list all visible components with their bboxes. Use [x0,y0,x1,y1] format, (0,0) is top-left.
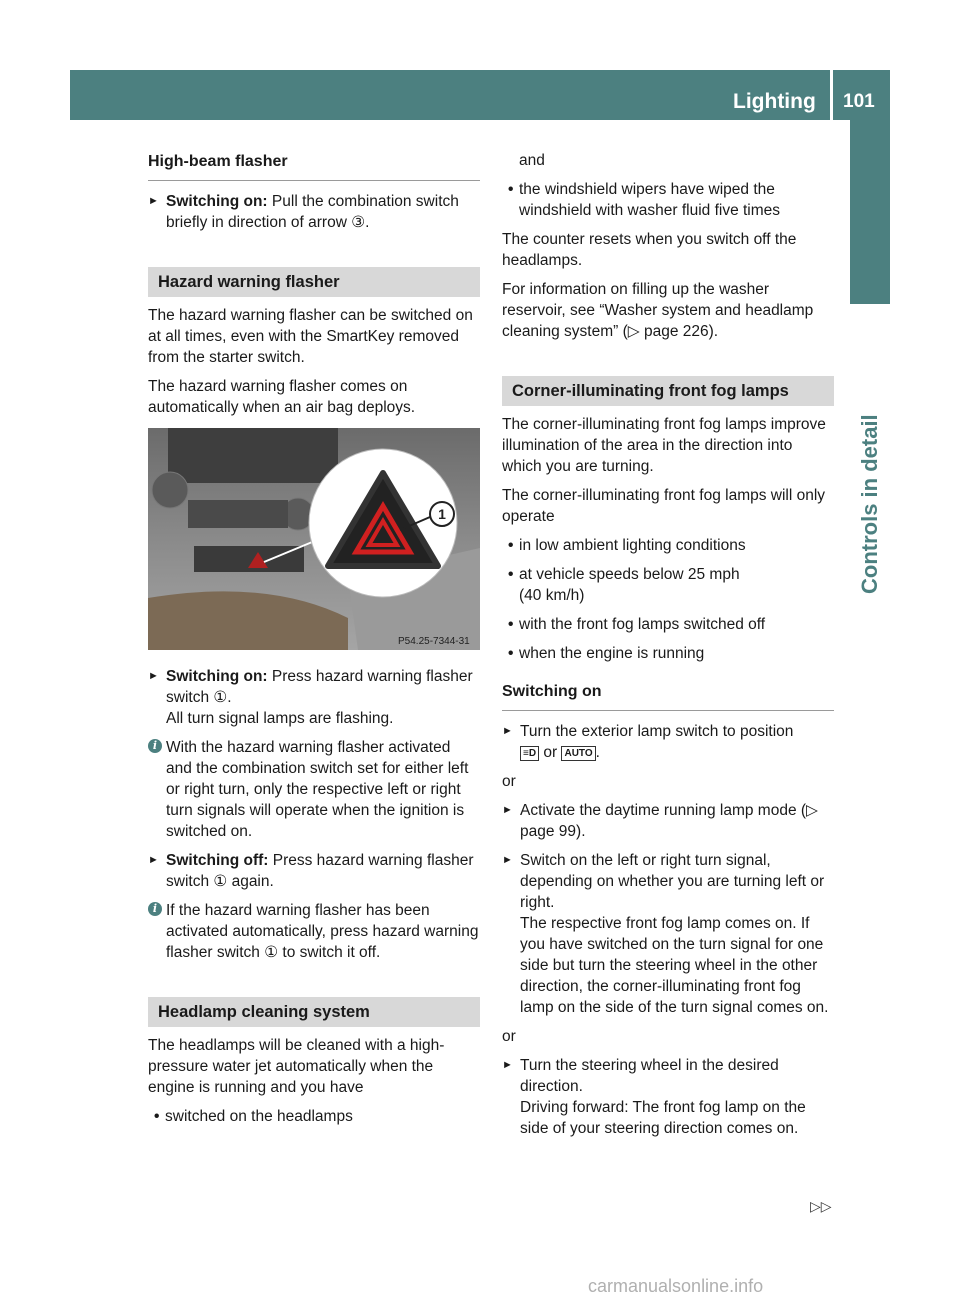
side-tab [856,304,884,704]
left-column [148,150,480,1135]
instruction-step: ► Activate the daytime running lamp mode (▷ page 99). [502,802,818,840]
paragraph: The hazard warning flasher can be switched on at all times, even with the SmartKey removed from the starter switch. [148,307,473,366]
photo-callout: 1 [438,506,446,522]
hazard-switch-photo [148,428,480,650]
bullet-item: • at vehicle speeds below 25 mph (40 km/h) [508,566,740,604]
info-note [148,900,480,963]
info-icon: i [148,902,162,916]
side-tab-block [850,120,890,304]
section-hazard-warning-flasher: Hazard warning flasher [148,267,480,297]
paragraph: The corner-illuminating front fog lamps improve illumination of the area in the direction into which you are turning. [502,416,826,475]
paragraph: The counter resets when you switch off the headlamps. [502,231,797,269]
paragraph: The hazard warning flasher comes on automatically when an air bag deploys. [148,378,416,416]
info-note [148,737,480,842]
bullet-marker: • [154,1108,160,1125]
section-corner-fog-lamps: Corner-illuminating front fog lamps [502,376,834,406]
heading-high-beam-flasher: High-beam flasher [148,150,480,181]
paragraph-page-reference: For information on filling up the washer reservoir, see “Washer system and headlamp cleaning system” (▷ page 226). [502,281,814,340]
paragraph: The corner-illuminating front fog lamps will only operate [502,487,826,525]
continue-arrows-icon: ▷▷ [810,1198,832,1214]
header-section-title: Lighting [733,90,816,113]
step-text: Pull the combination switch briefly in direction of arrow ③. [166,193,459,231]
right-column [502,150,834,1147]
bullet-marker: • [508,616,514,633]
step-text: Press hazard warning flasher switch ① again. [166,852,474,890]
bullet-marker: • [508,566,514,583]
header-separator [830,70,833,120]
info-icon: i [148,739,162,753]
instruction-step [148,191,480,233]
bullet-item: • switched on the headlamps [154,1108,353,1125]
instruction-step: ► Switch on the left or right turn signal, depending on whether you are turning left or right. The respective front fog lamp comes on. If you have switched on the turn signal for one side but turn the steering wheel in the other direction, the corner-illuminating front fog lamp on the side of the turn signal comes on. [502,852,829,1016]
bullet-item: • with the front fog lamps switched off [508,616,766,633]
bullet-item: • the windshield wipers have wiped the windshield with washer fluid five times [508,181,781,219]
heading-switching-on: Switching on [502,680,834,711]
low-beam-symbol-icon: ≡D [520,746,539,761]
bullet-marker: • [508,645,514,662]
paragraph: and [519,152,545,169]
step-arrow-icon: ► [148,670,159,682]
step-label: Switching on: [166,668,268,685]
footer-watermark: carmanualsonline.info [588,1276,764,1296]
instruction-step: ► Turn the exterior lamp switch to position ≡D or AUTO . [502,723,794,761]
instruction-step [148,666,480,729]
step-arrow-icon: ► [502,854,513,866]
bullet-marker: • [508,181,514,198]
instruction-step: ► Turn the steering wheel in the desired direction. Driving forward: The front fog lamp on the side of your steering direction comes on. [502,1057,806,1137]
info-text: If the hazard warning flasher has been activated automatically, press hazard warning flasher switch ① to switch it off. [166,902,479,961]
section-headlamp-cleaning: Headlamp cleaning system [148,997,480,1027]
auto-symbol-icon: AUTO [561,746,595,761]
step-arrow-icon: ► [502,1059,513,1071]
step-label: Switching off: [166,852,269,869]
bullet-marker: • [508,537,514,554]
info-text: With the hazard warning flasher activated and the combination switch set for either left or right turn, only the respective left or right turn signals will operate when the ignition is switched on. [166,739,469,840]
side-tab-label: Controls in detail [857,414,882,594]
step-result: All turn signal lamps are flashing. [166,710,394,727]
paragraph: or [502,773,516,790]
page-number: 101 [843,91,875,112]
step-arrow-icon: ► [148,195,159,207]
step-text: Press hazard warning flasher switch ①. [166,668,473,706]
paragraph: or [502,1028,516,1045]
step-arrow-icon: ► [502,725,513,737]
step-arrow-icon: ► [148,854,159,866]
step-arrow-icon: ► [502,804,513,816]
bullet-item: • when the engine is running [508,645,705,662]
instruction-step [148,850,480,892]
step-label: Switching on: [166,193,268,210]
photo-code: P54.25-7344-31 [398,636,470,647]
bullet-item: • in low ambient lighting conditions [508,537,746,554]
paragraph: The headlamps will be cleaned with a high-pressure water jet automatically when the engine is running and you have [148,1037,445,1096]
